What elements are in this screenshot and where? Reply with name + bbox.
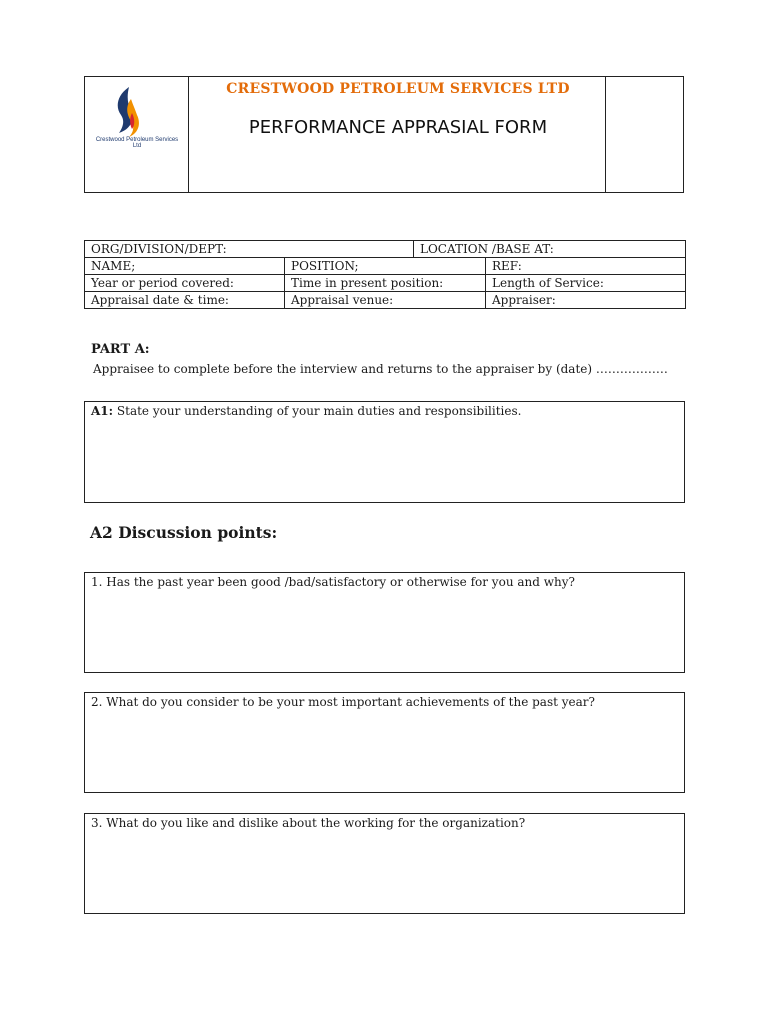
table-row — [85, 292, 686, 309]
org-division-dept-field[interactable]: ORG/DIVISION/DEPT: — [85, 241, 414, 258]
q3-response-box[interactable] — [84, 813, 685, 914]
q1-text: 1. Has the past year been good /bad/satisfactory or otherwise for you and why? — [91, 575, 575, 589]
ref-field[interactable]: REF: — [486, 258, 686, 275]
company-name: CRESTWOOD PETROLEUM SERVICES LTD — [226, 81, 570, 97]
appraisal-date-field[interactable]: Appraisal date & time: — [85, 292, 285, 309]
employee-info-table — [84, 240, 686, 309]
a1-response-box[interactable] — [84, 401, 685, 503]
position-field[interactable]: POSITION; — [285, 258, 486, 275]
name-field[interactable]: NAME; — [85, 258, 285, 275]
logo-cell — [85, 77, 189, 192]
table-row — [85, 258, 686, 275]
table-row — [85, 241, 686, 258]
logo-text: Crestwood Petroleum Services Ltd — [95, 137, 179, 149]
appraiser-field[interactable]: Appraiser: — [486, 292, 686, 309]
form-header — [84, 76, 684, 193]
a1-label: A1: — [91, 404, 114, 418]
a2-heading: A2 Discussion points: — [90, 523, 278, 542]
appraisal-venue-field[interactable]: Appraisal venue: — [285, 292, 486, 309]
a1-question: State your understanding of your main duties and responsibilities. — [113, 404, 522, 418]
q2-response-box[interactable] — [84, 692, 685, 793]
table-row — [85, 275, 686, 292]
part-a-instruction: Appraisee to complete before the interview and returns to the appraiser by (date) ……………… — [93, 362, 668, 376]
header-right-cell — [605, 77, 683, 192]
q2-text: 2. What do you consider to be your most important achievements of the past year? — [91, 695, 595, 709]
length-of-service-field[interactable]: Length of Service: — [486, 275, 686, 292]
location-base-field[interactable]: LOCATION /BASE AT: — [414, 241, 686, 258]
time-in-position-field[interactable]: Time in present position: — [285, 275, 486, 292]
form-title: PERFORMANCE APPRASIAL FORM — [248, 117, 548, 138]
period-covered-field[interactable]: Year or period covered: — [85, 275, 285, 292]
part-a-heading: PART A: — [91, 342, 150, 357]
q3-text: 3. What do you like and dislike about the working for the organization? — [91, 816, 526, 830]
q1-response-box[interactable] — [84, 572, 685, 673]
